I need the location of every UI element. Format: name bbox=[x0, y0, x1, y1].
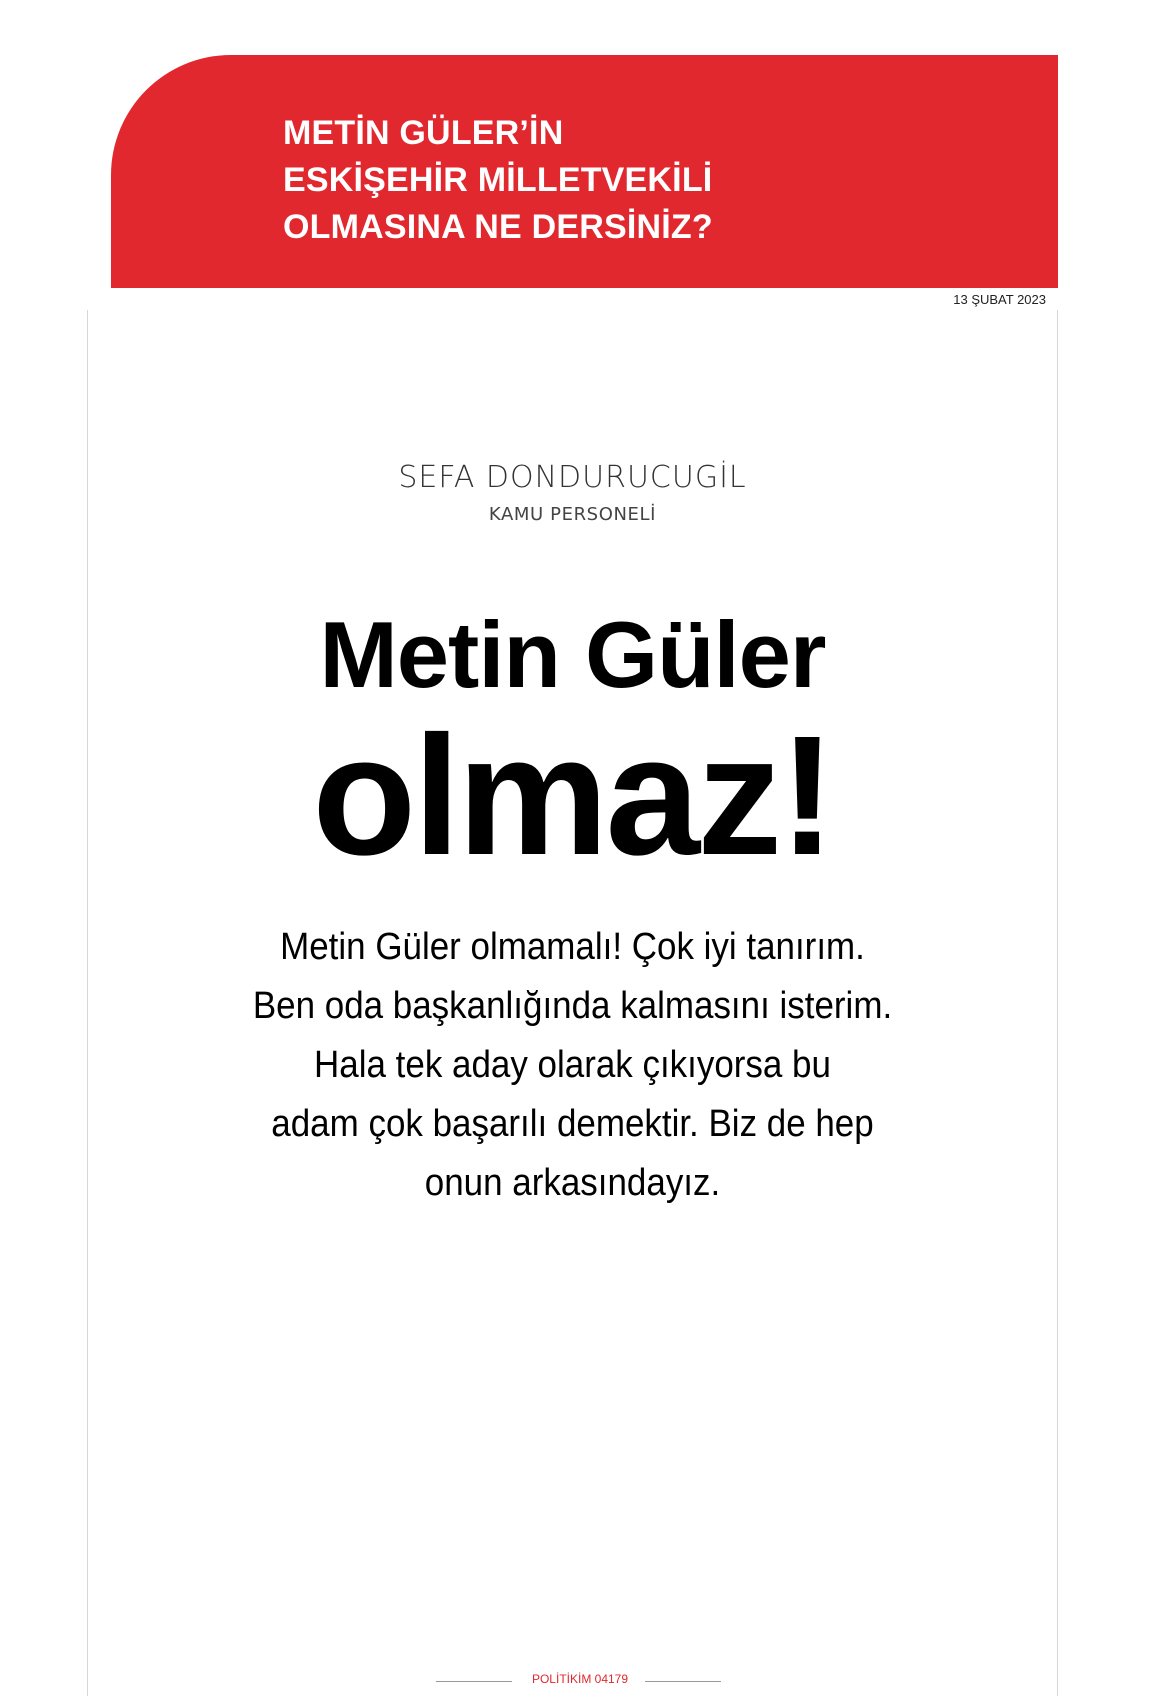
body-line: Ben oda başkanlığında kalmasını isterim. bbox=[252, 985, 893, 1027]
footer-label: POLİTİKİM 04179 bbox=[531, 1672, 629, 1686]
publish-date: 13 ŞUBAT 2023 bbox=[953, 292, 1046, 307]
headline bbox=[87, 600, 1058, 891]
footer bbox=[0, 1672, 1150, 1692]
headline-line-2: olmaz! bbox=[312, 701, 833, 891]
article-body bbox=[184, 918, 961, 1213]
body-line: Metin Güler olmamalı! Çok iyi tanırım. bbox=[280, 926, 865, 968]
title-line: METİN GÜLER’İN bbox=[283, 114, 564, 152]
page-title bbox=[283, 110, 713, 251]
title-line: ESKİŞEHİR MİLLETVEKİLİ bbox=[283, 161, 713, 199]
author-block bbox=[87, 458, 1058, 525]
body-line: onun arkasındayız. bbox=[424, 1162, 721, 1204]
body-line: Hala tek aday olarak çıkıyorsa bu bbox=[314, 1044, 831, 1086]
footer-rule-left bbox=[436, 1681, 512, 1682]
headline-line-1: Metin Güler bbox=[319, 602, 826, 707]
author-role: KAMU PERSONELİ bbox=[488, 504, 657, 525]
body-line: adam çok başarılı demektir. Biz de hep bbox=[271, 1103, 874, 1145]
footer-rule-right bbox=[645, 1681, 721, 1682]
author-name: SEFA DONDURUCUGİL bbox=[398, 460, 747, 495]
title-line: OLMASINA NE DERSİNİZ? bbox=[283, 208, 713, 246]
